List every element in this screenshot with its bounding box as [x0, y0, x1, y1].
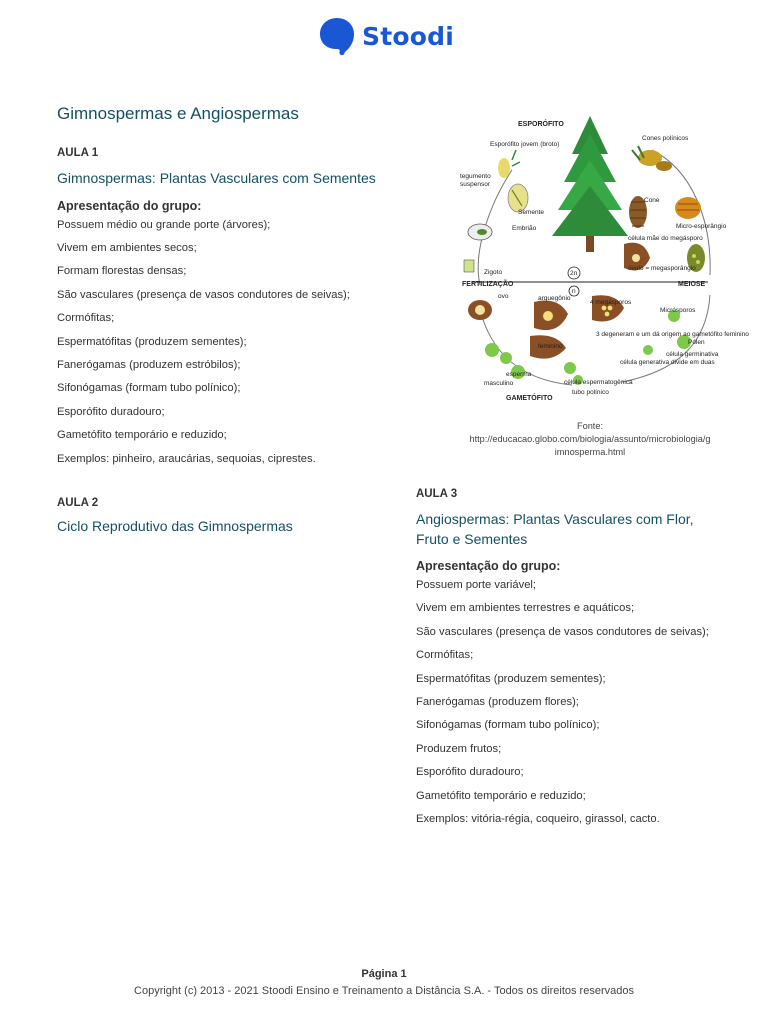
label-semente: Semente: [518, 209, 545, 216]
label-megasporos: 4 megásporos: [590, 299, 632, 306]
list-item: Sifonógamas (formam tubo polínico);: [416, 719, 600, 732]
label-masculino: masculino: [484, 380, 514, 387]
label-microesporangio: Micro-esporângio: [676, 223, 727, 230]
list-item: Gametófito temporário e reduzido;: [57, 429, 227, 442]
label-feminino: feminino: [538, 343, 563, 350]
embryo-icon: [468, 224, 492, 240]
left-column: [57, 147, 377, 536]
aula-1-label: AULA 1: [57, 147, 99, 159]
label-arquegonio: arquegônio: [538, 295, 571, 302]
label-embriao: Embrião: [512, 225, 537, 232]
list-item: Fanerógamas (produzem estróbilos);: [57, 358, 241, 371]
page-number: Página 1: [361, 968, 407, 980]
list-item: Formam florestas densas;: [57, 265, 187, 278]
aula-3-title: Angiospermas: Plantas Vasculares com Flor, Fruto e Sementes: [416, 511, 694, 547]
label-zigoto: Zigoto: [484, 269, 503, 276]
speech-bubble-logo-icon: [318, 16, 356, 56]
label-microsporos: Micrósporos: [660, 307, 696, 314]
microsporangium-icon: [675, 197, 701, 219]
caption-url-line-2[interactable]: imnosperma.html: [554, 447, 626, 457]
aula-2-label: AULA 2: [57, 496, 99, 509]
label-esporofito: ESPORÓFITO: [518, 121, 564, 128]
stoodi-logo[interactable]: [318, 16, 454, 56]
label-n: n: [572, 288, 576, 295]
label-celula-generativa: célula generativa divide em duas: [620, 359, 715, 366]
list-item: Possuem médio ou grande porte (árvores);: [57, 218, 271, 231]
list-item: Possuem porte variável;: [416, 579, 537, 591]
list-item: Exemplos: vitória-régia, coqueiro, girassol, cacto.: [416, 813, 660, 826]
pine-tree-icon: [552, 116, 628, 252]
list-item: Cormófitas;: [416, 649, 474, 662]
aula-3-list: [416, 574, 736, 831]
list-item: Exemplos: pinheiro, araucárias, sequoias, ciprestes.: [57, 452, 316, 465]
list-item: Cormófitas;: [57, 312, 115, 325]
label-tegumento: tegumento: [460, 173, 491, 180]
page-title: Gimnospermas e Angiospermas: [57, 104, 299, 123]
caption-url-line-1[interactable]: http://educacao.globo.com/biologia/assunto/microbiologia/g: [469, 434, 711, 444]
list-item: Espermatófitas (produzem sementes);: [57, 335, 247, 348]
gymnosperm-life-cycle-figure: [452, 110, 749, 462]
label-celula-mae: célula mãe do megásporo: [628, 235, 703, 242]
figure-caption: [452, 420, 728, 459]
list-item: Espermatófitas (produzem sementes);: [416, 672, 606, 685]
label-cones-polinicos: Cones polínicos: [642, 135, 689, 142]
label-esporofito-jovem: Esporófito jovem (broto): [490, 141, 560, 148]
aula-3-label: AULA 3: [416, 488, 458, 500]
list-item: Esporófito duradouro;: [416, 766, 524, 779]
list-item: Vivem em ambientes secos;: [57, 241, 197, 254]
caption-fonte: Fonte:: [576, 421, 604, 431]
label-celula-espermatogenica: célula espermatogênica: [564, 379, 633, 386]
list-item: Gametófito temporário e reduzido;: [416, 789, 586, 802]
label-fertilizacao: FERTILIZAÇÃO: [462, 281, 514, 288]
label-gametofito: GAMETÓFITO: [506, 395, 553, 402]
label-ovo: ovo: [498, 293, 509, 300]
label-polen: Pólen: [688, 339, 705, 346]
aula-1-title: Gimnospermas: Plantas Vasculares com Sementes: [57, 170, 376, 186]
seed-icon: [508, 184, 528, 212]
label-suspensor: suspensor: [460, 181, 490, 188]
list-item: Produzem frutos;: [416, 742, 502, 755]
zygote-icon: [464, 260, 474, 272]
list-item: Vivem em ambientes terrestres e aquáticos;: [416, 602, 635, 615]
label-tubo-polinico: tubo polínico: [572, 389, 609, 396]
list-item: São vasculares (presença de vasos condutores de seivas);: [416, 625, 709, 638]
label-degeneram: 3 degeneram e um dá origem ao gametófito feminino: [596, 331, 749, 338]
logo-text: Stoodi: [362, 21, 454, 51]
list-item: São vasculares (presença de vasos condutores de seivas);: [57, 288, 350, 301]
list-item: Esporófito duradouro;: [57, 405, 165, 418]
list-item: Fanerógamas (produzem flores);: [416, 696, 579, 709]
aula-1-list: [57, 214, 377, 471]
label-2n: 2n: [570, 270, 578, 277]
list-item: Sifonógamas (formam tubo polínico);: [57, 382, 241, 395]
label-cone: Cone: [644, 197, 660, 204]
label-celula-germinativa: célula germinativa: [666, 351, 719, 358]
label-ovulo: óvulo = megasporângio: [628, 265, 696, 272]
copyright-notice: Copyright (c) 2013 - 2021 Stoodi Ensino e Treinamento a Distância S.A. - Todos os direitos reservados: [134, 985, 634, 997]
aula-3-subheading: Apresentação do grupo:: [416, 559, 561, 573]
aula-1-subheading: Apresentação do grupo:: [57, 198, 202, 213]
label-meiose: MEIOSE: [678, 281, 706, 288]
egg-archegonium-icon: [468, 300, 492, 320]
right-column: [416, 488, 736, 831]
label-esperma: esperma: [506, 371, 532, 378]
aula-2-title: Ciclo Reprodutivo das Gimnospermas: [57, 517, 293, 534]
